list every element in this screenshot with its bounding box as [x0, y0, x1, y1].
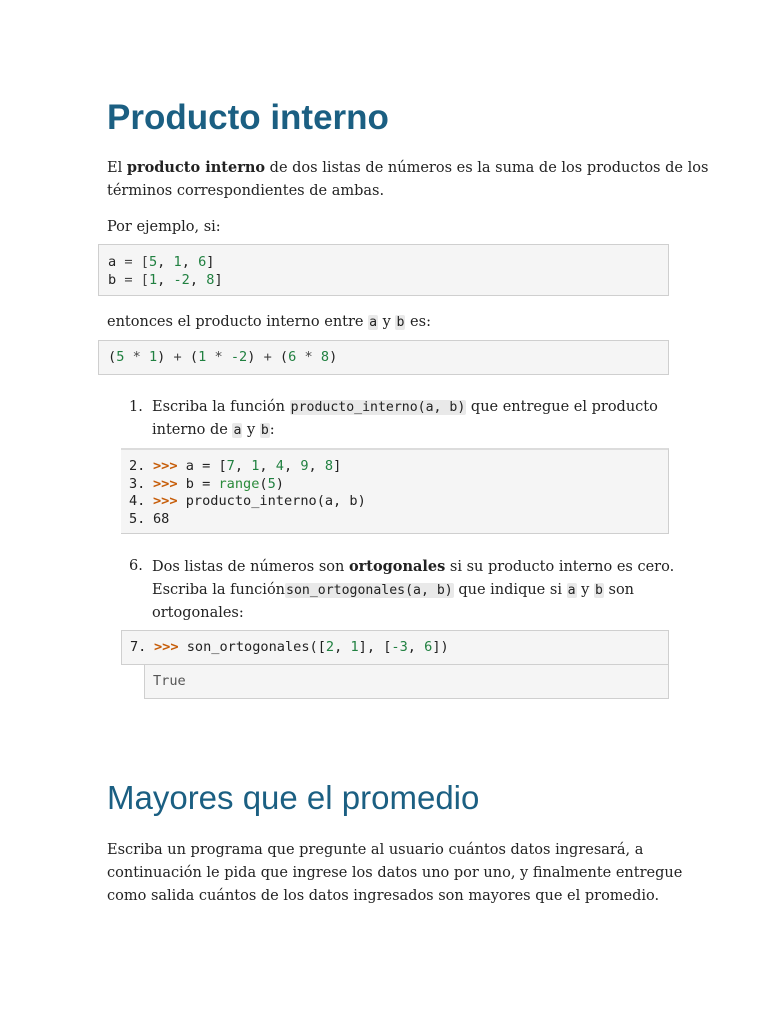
code-number: 9 [300, 458, 309, 474]
section-title-producto-interno: Producto interno [107, 98, 389, 137]
code-output: 68 [153, 510, 170, 527]
code-number: 5 [267, 475, 276, 492]
code-block-example [98, 244, 669, 296]
code-line: 2. >>> a = [7, 1, 4, 9, 8] [129, 458, 342, 474]
code-number: -2 [173, 271, 190, 288]
code-number: 5 [116, 349, 125, 365]
code-token: ] [333, 458, 342, 474]
paragraph-line: continuación le pida que ingrese los datos uno por uno, y finalmente entregue [107, 865, 683, 881]
prompt: >>> [153, 493, 178, 509]
code-output-block [144, 664, 669, 699]
line-number: 7. [130, 639, 147, 655]
code-builtin: range [218, 475, 260, 492]
code-line: b = [1, -2, 8] [108, 271, 223, 288]
item-text: interno de [152, 422, 233, 438]
code-number: 7 [226, 458, 235, 474]
code-token: ] [206, 254, 215, 270]
list-item-number: 6. [129, 558, 143, 574]
prompt: >>> [153, 475, 178, 492]
line-number: 3. [129, 475, 146, 492]
code-number: 4 [275, 458, 284, 474]
intro-bold-term: producto interno [126, 159, 266, 176]
inline-code-function: producto_interno(a, b) [290, 400, 466, 415]
inline-code-a: a [233, 423, 242, 438]
code-line: a = [5, 1, 6] [108, 254, 215, 270]
line-number: 2. [129, 458, 146, 474]
code-number: 1 [251, 458, 260, 474]
code-token: = [ [116, 271, 149, 288]
code-number: -3 [391, 639, 408, 655]
code-number: 8 [320, 349, 330, 365]
prompt: >>> [153, 458, 178, 474]
intro-text: El [107, 160, 127, 176]
code-token: ] [214, 271, 223, 288]
code-line [129, 493, 668, 511]
list-item-number: 1. [129, 399, 143, 415]
code-line [129, 511, 668, 529]
inline-code-b: b [594, 583, 603, 598]
intro-text: términos correspondientes de ambas. [107, 183, 385, 199]
code-token: b [108, 271, 117, 288]
then-text: y [378, 314, 396, 330]
code-number: 1 [173, 254, 182, 270]
item-text: : [269, 422, 275, 438]
inline-code-a: a [369, 315, 378, 330]
section-title-mayores-promedio: Mayores que el promedio [107, 779, 480, 816]
intro-text: de dos listas de números es la suma de los productos de los [265, 160, 709, 176]
code-token: producto_interno(a, b) [177, 493, 366, 509]
item-text: y [242, 422, 260, 438]
item-text: Escriba la función [152, 399, 290, 415]
code-number: 6 [198, 254, 207, 270]
code-number: 1 [148, 271, 158, 288]
code-number: 1 [198, 349, 207, 365]
then-paragraph [107, 311, 431, 334]
code-token: a [108, 254, 117, 270]
code-token: a = [ [177, 458, 227, 474]
code-number: 1 [148, 349, 158, 365]
item-text: que indique si [453, 582, 567, 598]
line-number: 5. [129, 510, 146, 527]
code-token: son_ortogonales([ [178, 639, 326, 655]
item-bold-term: ortogonales [348, 558, 446, 575]
item-text: que entregue el producto [466, 399, 658, 415]
section2-paragraph [107, 839, 682, 908]
intro-paragraph [107, 156, 708, 203]
code-number: 2 [325, 639, 335, 655]
code-token: = [ [116, 254, 149, 270]
inline-code-b: b [260, 423, 269, 438]
code-number: 6 [424, 639, 433, 655]
code-number: 8 [324, 458, 334, 474]
paragraph-line: como salida cuántos de los datos ingresados son mayores que el promedio. [107, 888, 660, 904]
code-output: True [153, 673, 186, 689]
line-number: 4. [129, 493, 146, 509]
item-text: Escriba la función [152, 582, 286, 598]
code-block-product: (5 * 1) + (1 * -2) + (6 * 8) [98, 340, 669, 375]
item-text: y [576, 582, 594, 598]
item-text: ortogonales: [152, 605, 244, 621]
code-number: -2 [230, 349, 248, 365]
code-block-call: 7. >>> son_ortogonales([2, 1], [-3, 6]) [121, 630, 669, 665]
then-text: es: [405, 314, 431, 330]
inline-code-function: son_ortogonales(a, b) [286, 583, 453, 598]
code-number: 1 [350, 639, 359, 655]
item-text: son [603, 582, 635, 598]
code-number: 6 [288, 349, 297, 365]
item-text: Dos listas de números son [152, 559, 349, 575]
paragraph-line: Escriba un programa que pregunte al usuario cuántos datos ingresará, a [107, 842, 644, 858]
code-token: b = [177, 475, 219, 492]
list-item-1 [152, 396, 658, 442]
item-text: si su producto interno es cero. [445, 559, 675, 575]
inline-code-b: b [396, 315, 405, 330]
code-line: 3. >>> b = range(5) [129, 475, 284, 492]
code-number: 5 [148, 254, 158, 270]
prompt: >>> [154, 639, 179, 655]
then-text: entonces el producto interno entre [107, 314, 369, 330]
list-item-6 [152, 555, 674, 625]
inline-code-a: a [567, 583, 576, 598]
code-number: 8 [206, 271, 215, 288]
code-block-session [121, 448, 669, 534]
example-intro: Por ejemplo, si: [107, 219, 221, 235]
